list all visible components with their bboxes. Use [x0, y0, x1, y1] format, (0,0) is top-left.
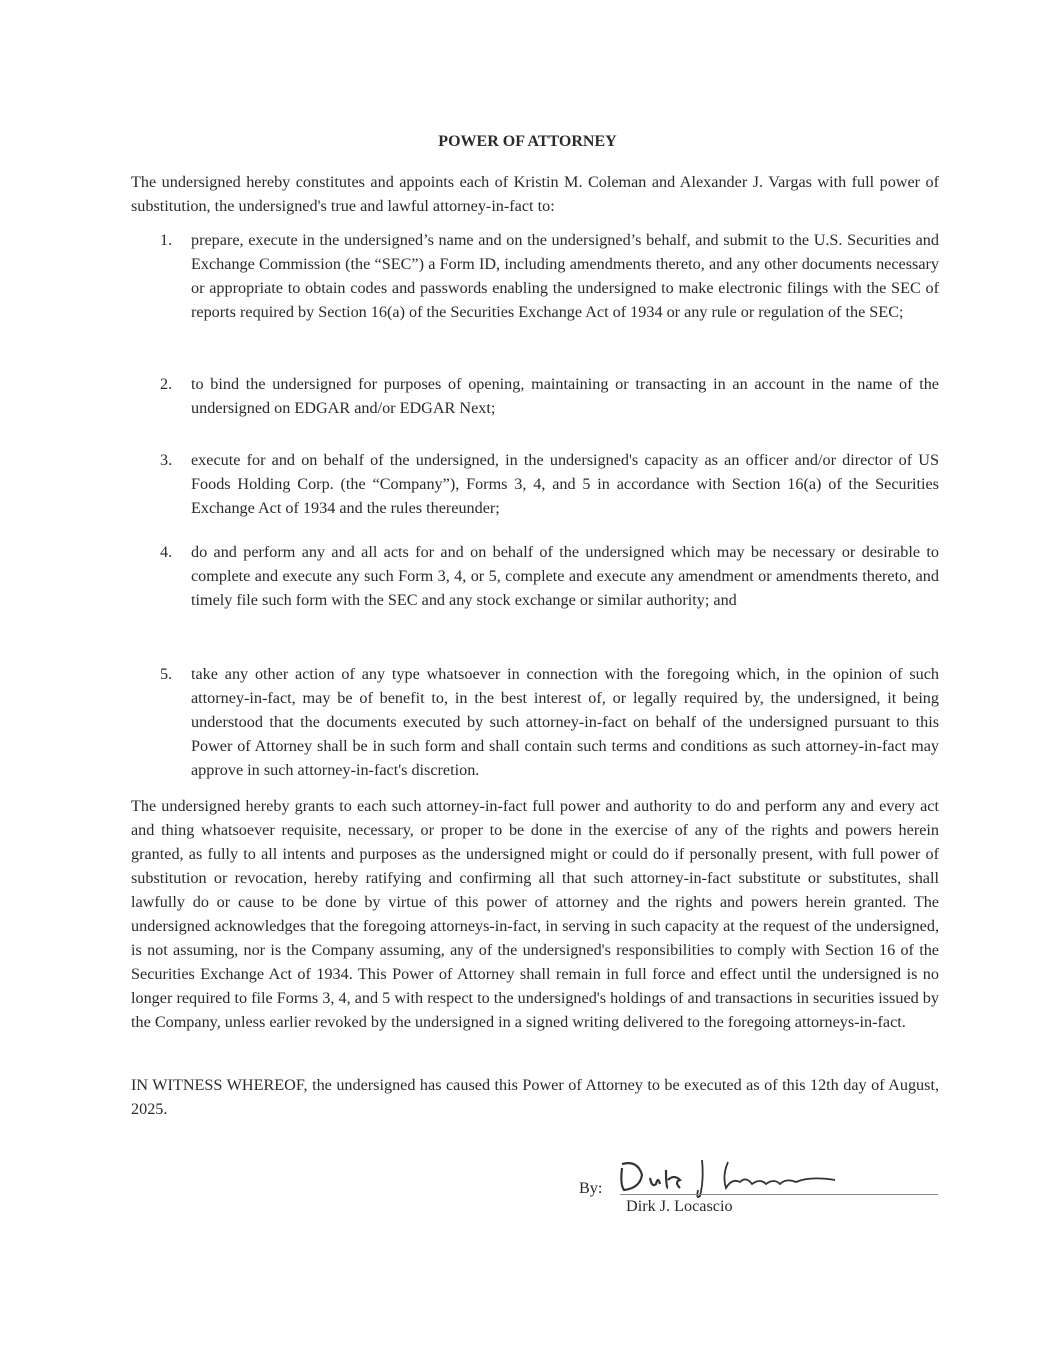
list-item	[160, 228, 939, 324]
item-number: 4.	[160, 543, 173, 561]
signer-name: Dirk J. Locascio	[626, 1197, 733, 1215]
item-number: 5.	[160, 665, 173, 683]
item-text: prepare, execute in the undersigned’s name and on the undersigned’s behalf, and submit to the U.S. Securities and Exchange Commission (the “SEC”) a Form ID, including amendments thereto, and any other documents necessary or appropriate to obtain codes and passwords enabling the undersigned to make electronic filings with the SEC of reports required by Section 16(a) of the Securities Exchange Act of 1934 or any rule or regulation of the SEC;	[191, 231, 939, 321]
list-item	[160, 662, 939, 782]
item-text: to bind the undersigned for purposes of opening, maintaining or transacting in an account in the name of the undersigned on EDGAR and/or EDGAR Next;	[191, 375, 939, 417]
item-number: 3.	[160, 451, 173, 469]
by-label: By:	[579, 1179, 603, 1197]
intro-paragraph: The undersigned hereby constitutes and appoints each of Kristin M. Coleman and Alexander J. Vargas with full power of substitution, the undersigned's true and lawful attorney-in-fact to:	[131, 173, 939, 215]
list-item	[160, 372, 939, 420]
witness-paragraph: IN WITNESS WHEREOF, the undersigned has caused this Power of Attorney to be executed as of this 12th day of August, 2025.	[131, 1076, 939, 1118]
grant-paragraph: The undersigned hereby grants to each such attorney-in-fact full power and authority to do and perform any and every act and thing whatsoever requisite, necessary, or proper to be done in the exercise of any of the rights and powers herein granted, as fully to all intents and purposes as the undersigned might or could do if personally present, with full power of substitution or revocation, hereby ratifying and confirming all that such attorney-in-fact substitute or substitutes, shall lawfully do or cause to be done by virtue of this power of attorney and the rights and powers herein granted. The undersigned acknowledges that the foregoing attorneys-in-fact, in serving in such capacity at the request of the undersigned, is not assuming, nor is the Company assuming, any of the undersigned's responsibilities to comply with Section 16 of the Securities Exchange Act of 1934. This Power of Attorney shall remain in full force and effect until the undersigned is no longer required to file Forms 3, 4, and 5 with respect to the undersigned's holdings of and transactions in securities issued by the Company, unless earlier revoked by the undersigned in a signed writing delivered to the foregoing attorneys-in-fact.	[131, 797, 939, 1031]
document-title: POWER OF ATTORNEY	[438, 133, 617, 150]
item-number: 1.	[160, 231, 173, 249]
handwritten-signature	[610, 1150, 870, 1200]
item-text: do and perform any and all acts for and on behalf of the undersigned which may be necessary or desirable to complete and execute any such Form 3, 4, or 5, complete and execute any amendment or amendments thereto, and timely file such form with the SEC and any stock exchange or similar authority; and	[191, 543, 939, 609]
signature-block	[570, 1150, 950, 1230]
item-text: execute for and on behalf of the undersigned, in the undersigned's capacity as an officer and/or director of US Foods Holding Corp. (the “Company”), Forms 3, 4, and 5 in accordance with Section 16(a) of the Securities Exchange Act of 1934 and the rules thereunder;	[191, 451, 939, 517]
list-item	[160, 540, 939, 612]
list-item	[160, 448, 939, 520]
item-text: take any other action of any type whatsoever in connection with the foregoing which, in the opinion of such attorney-in-fact, may be of benefit to, in the best interest of, or legally required by, the undersigned, it being understood that the documents executed by such attorney-in-fact on behalf of the undersigned pursuant to this Power of Attorney shall be in such form and shall contain such terms and conditions as such attorney-in-fact may approve in such attorney-in-fact's discretion.	[191, 665, 939, 779]
item-number: 2.	[160, 375, 173, 393]
